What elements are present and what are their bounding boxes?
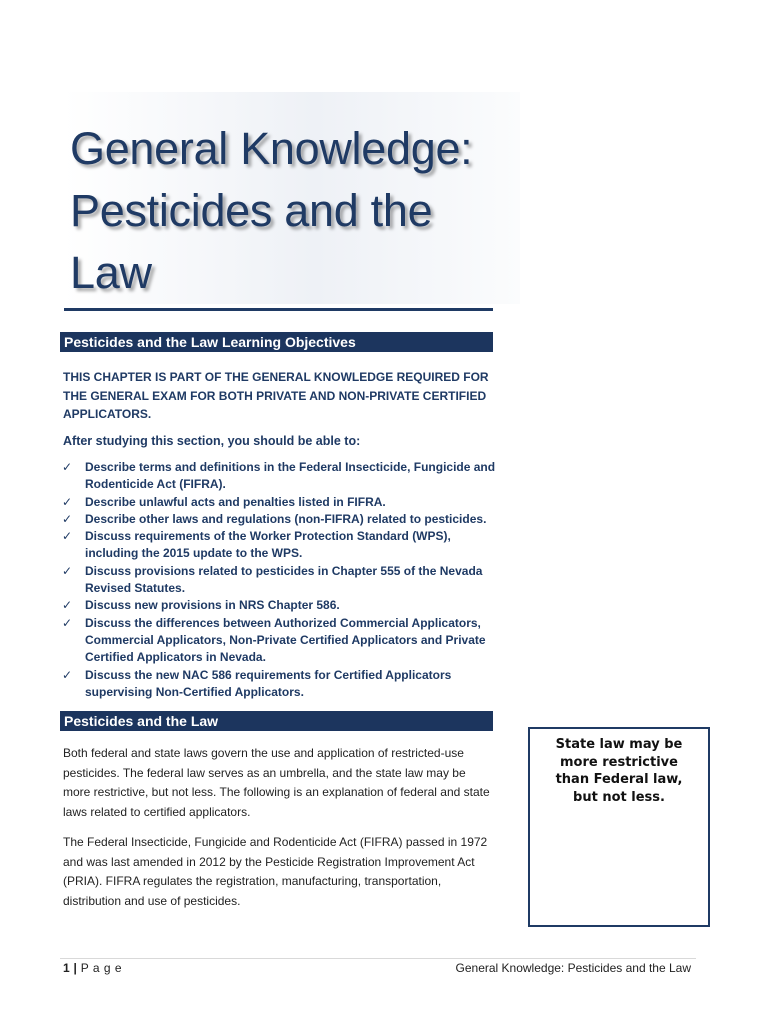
checkmark-icon: ✓ bbox=[62, 511, 73, 526]
objectives-list bbox=[62, 459, 498, 701]
objective-item: ✓ Describe unlawful acts and penalties listed in FIFRA. bbox=[62, 494, 498, 511]
page-title bbox=[70, 118, 510, 304]
page-separator: | bbox=[73, 961, 77, 975]
callout-line-1: State law may be bbox=[555, 737, 683, 752]
objective-item: ✓ Describe other laws and regulations (non-FIFRA) related to pesticides. bbox=[62, 511, 498, 528]
objective-item: ✓ Discuss provisions related to pesticides in Chapter 555 of the Nevada Revised Statutes. bbox=[62, 563, 483, 596]
title-line-3: Law bbox=[70, 247, 152, 298]
callout-line-3: than Federal law, bbox=[555, 772, 683, 787]
checkmark-icon: ✓ bbox=[62, 529, 73, 544]
chapter-intro: THIS CHAPTER IS PART OF THE GENERAL KNOWLEDGE REQUIRED FOR THE GENERAL EXAM FOR BOTH PRIVATE AND NON-PRIVATE CERTIFIED APPLICATORS. bbox=[63, 370, 489, 421]
objective-item: ✓ Discuss new provisions in NRS Chapter 586. bbox=[62, 597, 498, 614]
objective-item: ✓ Discuss the new NAC 586 requirements for Certified Applicators supervising Non-Certified Applicators. bbox=[62, 667, 452, 699]
checkmark-icon: ✓ bbox=[62, 460, 73, 474]
title-underline bbox=[64, 308, 493, 311]
objective-item: ✓ Discuss the differences between Authorized Commercial Applicators, Commercial Applicators, Non-Private Certified Applicators and Private Certified Applicators in Nevada. bbox=[62, 615, 486, 665]
checkmark-icon: ✓ bbox=[62, 615, 73, 630]
checkmark-icon: ✓ bbox=[62, 494, 73, 509]
page-label: P a g e bbox=[80, 961, 123, 975]
callout-box bbox=[528, 727, 710, 927]
law-heading: Pesticides and the Law bbox=[60, 711, 493, 731]
title-line-2: Pesticides and the bbox=[70, 185, 433, 236]
page-number bbox=[63, 961, 122, 975]
callout-line-2: more restrictive bbox=[560, 754, 678, 770]
callout-line-4: but not less. bbox=[573, 789, 665, 805]
objectives-lead: After studying this section, you should be able to: bbox=[63, 434, 361, 448]
footer-divider bbox=[60, 958, 696, 959]
checkmark-icon: ✓ bbox=[62, 598, 73, 613]
objective-item: ✓ Describe terms and definitions in the Federal Insecticide, Fungicide and Rodenticide Act (FIFRA). bbox=[62, 460, 496, 492]
page-number-value: 1 bbox=[63, 961, 70, 975]
checkmark-icon: ✓ bbox=[62, 667, 73, 682]
footer-title: General Knowledge: Pesticides and the Law bbox=[455, 961, 691, 975]
checkmark-icon: ✓ bbox=[62, 563, 73, 578]
objectives-heading: Pesticides and the Law Learning Objectives bbox=[60, 332, 493, 352]
law-paragraph-2: The Federal Insecticide, Fungicide and Rodenticide Act (FIFRA) passed in 1972 and was last amended in 2012 by the Pesticide Registration Improvement Act (PRIA). FIFRA regulates the registration, manufacturing, transportation, distribution and use of pesticides. bbox=[63, 835, 488, 908]
objective-item: ✓ Discuss requirements of the Worker Protection Standard (WPS), including the 2015 update to the WPS. bbox=[62, 529, 451, 561]
title-line-1: General Knowledge: bbox=[70, 123, 473, 174]
law-paragraph-1: Both federal and state laws govern the use and application of restricted-use pesticides. The federal law serves as an umbrella, and the state law may be more restrictive, but not less. The following is an explanation of federal and state laws related to certified applicators. bbox=[63, 746, 490, 819]
